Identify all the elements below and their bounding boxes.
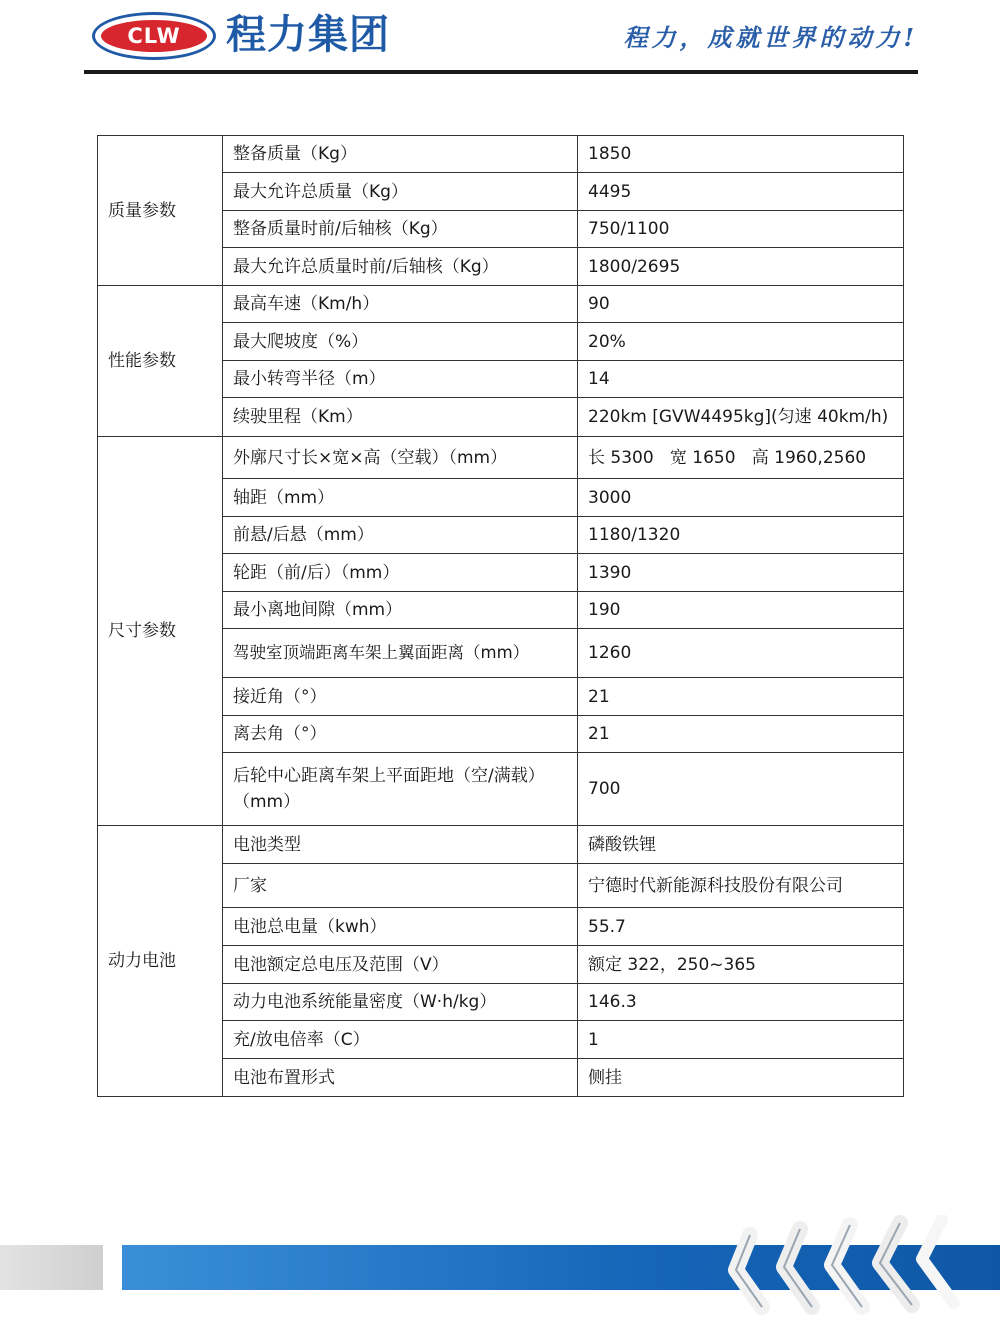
param-value: 21 xyxy=(578,716,904,753)
param-label: 最小转弯半径（m） xyxy=(223,361,578,398)
param-value: 3000 xyxy=(578,479,904,517)
param-label: 动力电池系统能量密度（W·h/kg） xyxy=(223,984,578,1021)
param-value: 1390 xyxy=(578,554,904,592)
chevron-decoration-icon xyxy=(722,1215,962,1315)
table-row xyxy=(98,136,904,173)
spec-table xyxy=(97,135,904,1097)
param-label: 最大允许总质量时前/后轴核（Kg） xyxy=(223,248,578,286)
param-value: 21 xyxy=(578,678,904,716)
param-label: 轮距（前/后）（mm） xyxy=(223,554,578,592)
param-label: 离去角（°） xyxy=(223,716,578,753)
param-label: 整备质量（Kg） xyxy=(223,136,578,173)
param-value: 1800/2695 xyxy=(578,248,904,286)
group-label: 性能参数 xyxy=(98,286,223,437)
param-label: 电池额定总电压及范围（V） xyxy=(223,946,578,984)
param-value: 20% xyxy=(578,323,904,361)
param-value: 侧挂 xyxy=(578,1059,904,1097)
param-value: 1850 xyxy=(578,136,904,173)
footer-gray-block xyxy=(0,1245,103,1290)
param-label: 电池类型 xyxy=(223,826,578,864)
param-value: 磷酸铁锂 xyxy=(578,826,904,864)
param-value: 14 xyxy=(578,361,904,398)
param-label: 轴距（mm） xyxy=(223,479,578,517)
param-label: 外廓尺寸长×宽×高（空载）（mm） xyxy=(223,437,578,479)
param-label: 最大允许总质量（Kg） xyxy=(223,173,578,211)
param-value: 宁德时代新能源科技股份有限公司 xyxy=(578,864,904,908)
param-value: 长 5300 宽 1650 高 1960,2560 xyxy=(578,437,904,479)
param-label: 驾驶室顶端距离车架上翼面距离（mm） xyxy=(223,629,578,678)
table-row xyxy=(98,286,904,323)
param-label: 电池总电量（kwh） xyxy=(223,908,578,946)
param-value: 4495 xyxy=(578,173,904,211)
param-value: 1 xyxy=(578,1021,904,1059)
param-value: 90 xyxy=(578,286,904,323)
logo-abbreviation: CLW xyxy=(127,24,181,48)
param-label: 接近角（°） xyxy=(223,678,578,716)
group-label: 动力电池 xyxy=(98,826,223,1097)
param-label: 最大爬坡度（%） xyxy=(223,323,578,361)
param-label: 整备质量时前/后轴核（Kg） xyxy=(223,211,578,248)
param-label: 后轮中心距离车架上平面距地（空/满载）（mm） xyxy=(223,753,578,826)
group-label: 尺寸参数 xyxy=(98,437,223,826)
param-label: 前悬/后悬（mm） xyxy=(223,517,578,554)
param-value: 146.3 xyxy=(578,984,904,1021)
param-value: 额定 322，250~365 xyxy=(578,946,904,984)
spec-table-body xyxy=(98,136,904,1097)
page-header xyxy=(0,0,1000,80)
company-name: 程力集团 xyxy=(226,12,390,58)
group-label: 质量参数 xyxy=(98,136,223,286)
param-value: 750/1100 xyxy=(578,211,904,248)
param-value: 1260 xyxy=(578,629,904,678)
param-label: 续驶里程（Km） xyxy=(223,398,578,437)
param-label: 最高车速（Km/h） xyxy=(223,286,578,323)
company-logo xyxy=(92,12,216,60)
param-label: 最小离地间隙（mm） xyxy=(223,592,578,629)
header-divider xyxy=(84,70,918,74)
company-slogan: 程力，成就世界的动力! xyxy=(623,23,918,52)
param-label: 厂家 xyxy=(223,864,578,908)
param-value: 220km [GVW4495kg](匀速 40km/h) xyxy=(578,398,904,437)
param-value: 1180/1320 xyxy=(578,517,904,554)
table-row xyxy=(98,826,904,864)
table-row xyxy=(98,437,904,479)
param-value: 55.7 xyxy=(578,908,904,946)
param-label: 充/放电倍率（C） xyxy=(223,1021,578,1059)
param-label: 电池布置形式 xyxy=(223,1059,578,1097)
param-value: 700 xyxy=(578,753,904,826)
param-value: 190 xyxy=(578,592,904,629)
